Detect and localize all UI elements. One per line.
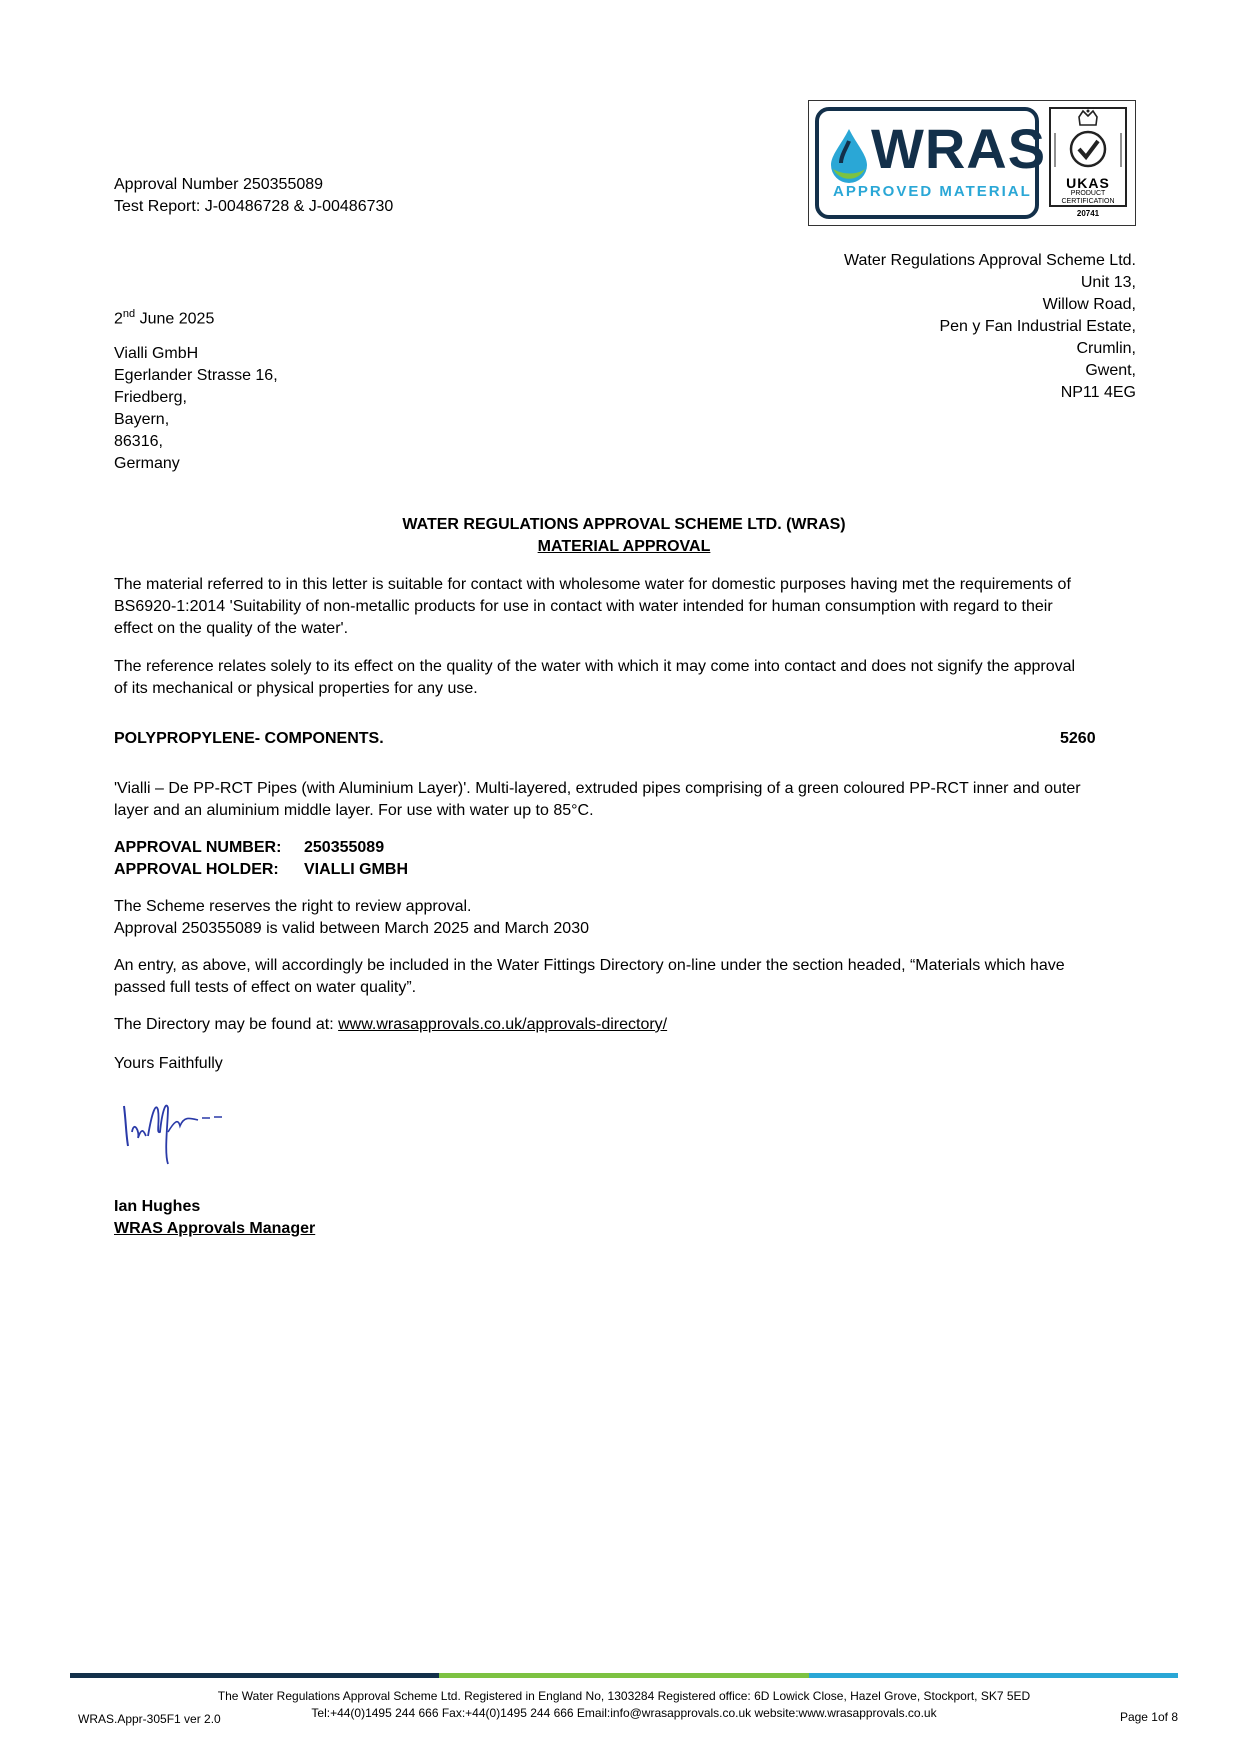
directory-entry-paragraph — [114, 955, 1134, 999]
signer-name: Ian Hughes — [114, 1198, 201, 1215]
scope-paragraph — [114, 656, 1134, 700]
test-report-line: Test Report: J-00486728 & J-00486730 — [114, 198, 394, 215]
wras-wordmark: WRAS — [871, 117, 1047, 180]
ukas-wordmark: UKAS — [1066, 175, 1110, 191]
paragraph-line: The Scheme reserves the right to review approval. — [114, 898, 472, 915]
recipient-address-line: 86316, — [114, 433, 163, 450]
recipient-address-line: Bayern, — [114, 411, 170, 428]
document-title — [114, 514, 1134, 558]
paragraph-line: layer and an aluminium middle layer. For use with water up to 85°C. — [114, 802, 594, 819]
footer-doc-ref: WRAS.Appr-305F1 ver 2.0 — [78, 1712, 221, 1726]
review-paragraph — [114, 896, 1134, 940]
crown-checkmark-icon — [1049, 107, 1127, 175]
ukas-number: 20741 — [1076, 209, 1100, 218]
sender-address-line: Crumlin, — [1076, 340, 1136, 357]
paragraph-line: An entry, as above, will accordingly be included in the Water Fittings Directory on-line under the section headed, “Materials which have — [114, 957, 1065, 974]
footer-line-2: Tel:+44(0)1495 244 666 Fax:+44(0)1495 244 666 Email:info@wrasapprovals.co.uk website:www.wrasapprovals.co.uk — [311, 1706, 937, 1720]
approved-material-label: APPROVED MATERIAL — [833, 183, 1032, 200]
signer-title: WRAS Approvals Manager — [114, 1220, 316, 1237]
closing: Yours Faithfully — [114, 1055, 223, 1072]
approval-number-line: Approval Number 250355089 — [114, 176, 324, 193]
sender-address-line: NP11 4EG — [1060, 384, 1136, 401]
recipient-address-line: Egerlander Strasse 16, — [114, 367, 278, 384]
suitability-paragraph — [114, 574, 1134, 640]
ukas-product-certification: PRODUCT CERTIFICATION — [1061, 190, 1115, 205]
paragraph-line: of its mechanical or physical properties for any use. — [114, 680, 478, 697]
recipient-address-line: Friedberg, — [114, 389, 187, 406]
sender-address-line: Unit 13, — [1080, 274, 1136, 291]
title-line-2: MATERIAL APPROVAL — [537, 538, 711, 555]
footer-bar-segment-navy — [70, 1673, 439, 1678]
material-category: POLYPROPYLENE- COMPONENTS. — [114, 730, 384, 747]
paragraph-line: 'Vialli – De PP-RCT Pipes (with Aluminium Layer)'. Multi-layered, extruded pipes comprising of a green coloured PP-RCT inner and outer — [114, 780, 1081, 797]
product-description — [114, 778, 1134, 822]
footer-page-number: Page 1of 8 — [1119, 1710, 1178, 1724]
paragraph-line: The reference relates solely to its effect on the quality of the water with which it may come into contact and does not signify the approval — [114, 658, 1076, 675]
footer-bar-segment-blue — [809, 1673, 1178, 1678]
approval-holder-label: APPROVAL HOLDER: — [114, 861, 279, 878]
sender-address-line: Water Regulations Approval Scheme Ltd. — [843, 252, 1136, 269]
paragraph-line: The material referred to in this letter is suitable for contact with wholesome water for domestic purposes having met the requirements of — [114, 576, 1071, 593]
handwritten-signature — [118, 1092, 228, 1170]
directory-link[interactable]: www.wrasapprovals.co.uk/approvals-directory/ — [338, 1016, 668, 1033]
recipient-address-line: Vialli GmbH — [114, 345, 199, 362]
ukas-mark — [1049, 107, 1127, 219]
paragraph-line: Approval 250355089 is valid between March 2025 and March 2030 — [114, 920, 589, 937]
recipient-address-line: Germany — [114, 455, 180, 472]
recipient-address — [114, 343, 278, 475]
footer-color-bar — [70, 1673, 1178, 1678]
footer-registration — [114, 1688, 1134, 1722]
approval-holder-row — [114, 859, 408, 881]
approval-number-row — [114, 837, 408, 859]
approval-details — [114, 837, 408, 881]
directory-prefix: The Directory may be found at: — [114, 1016, 339, 1033]
date-suffix: nd — [122, 308, 136, 320]
paragraph-line: effect on the quality of the water'. — [114, 620, 349, 637]
directory-location — [114, 1014, 667, 1036]
wras-badge — [815, 107, 1047, 219]
paragraph-line: passed full tests of effect on water quality”. — [114, 979, 417, 996]
water-drop-icon — [829, 127, 869, 183]
date-rest: June 2025 — [135, 310, 215, 328]
footer-line-1: The Water Regulations Approval Scheme Ltd. Registered in England No, 1303284 Registered office: 6D Lowick Close, Hazel Grove, Stockport, SK7 5ED — [217, 1689, 1031, 1703]
approval-holder-value: VIALLI GMBH — [304, 861, 408, 878]
approval-reference — [114, 174, 393, 218]
paragraph-line: BS6920-1:2014 'Suitability of non-metallic products for use in contact with water intended for human consumption with regard to their — [114, 598, 1053, 615]
sender-address — [736, 250, 1136, 404]
sender-address-line: Pen y Fan Industrial Estate, — [939, 318, 1136, 335]
approval-number-value: 250355089 — [304, 839, 385, 856]
approval-number-label: APPROVAL NUMBER: — [114, 839, 282, 856]
category-code: 5260 — [1060, 730, 1096, 747]
sender-address-line: Gwent, — [1085, 362, 1136, 379]
letter-date — [114, 303, 214, 330]
signer-block — [114, 1196, 315, 1240]
title-line-1: WATER REGULATIONS APPROVAL SCHEME LTD. (WRAS) — [402, 516, 846, 533]
date-day: 2 — [114, 310, 123, 328]
wras-ukas-logo — [808, 100, 1136, 226]
sender-address-line: Willow Road, — [1042, 296, 1136, 313]
footer-bar-segment-green — [439, 1673, 808, 1678]
